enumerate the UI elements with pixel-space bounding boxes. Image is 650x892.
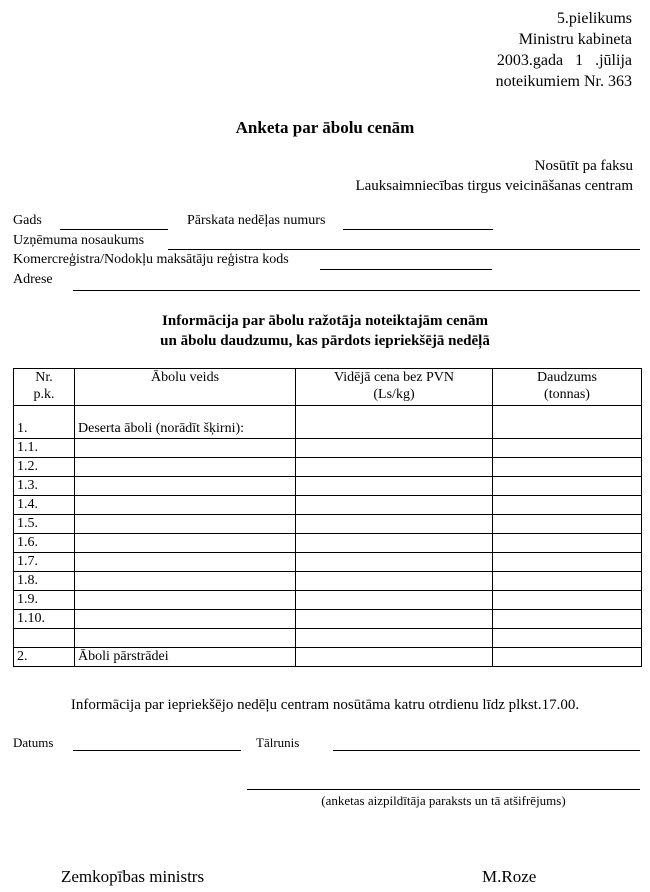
row-number-cell: 1.4. <box>14 496 75 515</box>
row-price-cell[interactable] <box>296 553 493 572</box>
row-number-cell: 1.3. <box>14 477 75 496</box>
cabinet-line: Ministru kabineta <box>518 31 632 48</box>
row-number-cell: 1.8. <box>14 572 75 591</box>
signature-line[interactable] <box>247 789 640 790</box>
send-to-line-2: Lauksaimniecības tirgus veicināšanas centram <box>355 178 633 194</box>
company-field[interactable] <box>168 249 640 250</box>
col-header-variety: Ābolu veids <box>75 369 296 406</box>
row-price-cell[interactable] <box>296 610 493 629</box>
row-quantity-cell[interactable] <box>493 439 642 458</box>
row-quantity-cell[interactable] <box>493 458 642 477</box>
row-price-cell[interactable] <box>296 648 493 667</box>
table-row <box>14 629 642 648</box>
row-variety-cell <box>75 534 296 553</box>
annex-header <box>496 8 632 92</box>
phone-field[interactable] <box>333 750 640 751</box>
date-line: 2003.gada 1 .jūlija <box>496 52 632 69</box>
register-field[interactable] <box>320 269 492 270</box>
table-row <box>14 648 642 667</box>
table-row <box>14 477 642 496</box>
row-variety-cell <box>75 496 296 515</box>
regulation-line: noteikumiem Nr. 363 <box>495 73 632 90</box>
row-price-cell[interactable] <box>296 534 493 553</box>
row-variety-cell <box>75 553 296 572</box>
table-row <box>14 610 642 629</box>
row-quantity-cell[interactable] <box>493 534 642 553</box>
row-quantity-cell[interactable] <box>493 496 642 515</box>
company-label: Uzņēmuma nosaukums <box>13 233 145 248</box>
row-quantity-cell[interactable] <box>493 406 642 439</box>
row-number-cell: 1.2. <box>14 458 75 477</box>
row-price-cell[interactable] <box>296 477 493 496</box>
row-variety-cell <box>75 610 296 629</box>
row-number-cell: 2. <box>14 648 75 667</box>
table-row <box>14 572 642 591</box>
row-quantity-cell[interactable] <box>493 629 642 648</box>
row-quantity-cell[interactable] <box>493 515 642 534</box>
row-number-cell: 1. <box>14 406 75 439</box>
row-quantity-cell[interactable] <box>493 648 642 667</box>
row-quantity-cell[interactable] <box>493 591 642 610</box>
signature-caption: (anketas aizpildītāja paraksts un tā atšifrējums) <box>321 793 566 808</box>
col-header-quantity: Daudzums (tonnas) <box>493 369 642 406</box>
row-number-cell: 1.1. <box>14 439 75 458</box>
row-number-cell: 1.6. <box>14 534 75 553</box>
table-row <box>14 534 642 553</box>
table-row <box>14 439 642 458</box>
date-field[interactable] <box>73 750 241 751</box>
send-to-line-1: Nosūtīt pa faksu <box>534 158 633 174</box>
row-number-cell: 1.7. <box>14 553 75 572</box>
row-quantity-cell[interactable] <box>493 477 642 496</box>
form-title: Anketa par ābolu cenām <box>235 118 415 137</box>
annex-number: 5.pielikums <box>556 10 632 27</box>
row-number-cell: 1.5. <box>14 515 75 534</box>
week-label: Pārskata nedēļas numurs <box>187 213 326 228</box>
subtitle-line-2: un ābolu daudzumu, kas pārdots iepriekšējā nedēļā <box>160 333 490 349</box>
table-row <box>14 591 642 610</box>
row-price-cell[interactable] <box>296 406 493 439</box>
submission-note: Informācija par iepriekšējo nedēļu centram nosūtāma katru otrdienu līdz plkst.17.00. <box>70 697 580 713</box>
register-label: Komercreģistra/Nodokļu maksātāju reģistra kods <box>13 252 289 267</box>
table-row <box>14 515 642 534</box>
row-price-cell[interactable] <box>296 629 493 648</box>
minister-name: M.Roze <box>482 867 537 886</box>
row-quantity-cell[interactable] <box>493 572 642 591</box>
row-price-cell[interactable] <box>296 458 493 477</box>
row-price-cell[interactable] <box>296 496 493 515</box>
table-subtitle <box>0 311 650 351</box>
col-header-price: Vidējā cena bez PVN (Ls/kg) <box>296 369 493 406</box>
row-price-cell[interactable] <box>296 515 493 534</box>
address-field[interactable] <box>73 290 640 291</box>
table-row <box>14 553 642 572</box>
row-price-cell[interactable] <box>296 439 493 458</box>
table-row <box>14 406 642 439</box>
year-label: Gads <box>13 213 42 228</box>
address-label: Adrese <box>13 272 53 287</box>
phone-label: Tālrunis <box>256 735 300 750</box>
row-variety-cell <box>75 629 296 648</box>
row-variety-cell: Āboli pārstrādei <box>75 648 296 667</box>
row-number-cell: 1.10. <box>14 610 75 629</box>
year-field[interactable] <box>60 229 168 230</box>
row-quantity-cell[interactable] <box>493 610 642 629</box>
date-label: Datums <box>13 735 54 750</box>
table-row <box>14 458 642 477</box>
row-variety-cell: Deserta āboli (norādīt šķirni): <box>75 406 296 439</box>
week-field[interactable] <box>343 229 493 230</box>
row-quantity-cell[interactable] <box>493 553 642 572</box>
subtitle-line-1: Informācija par ābolu ražotāja noteiktajām cenām <box>162 313 488 329</box>
row-price-cell[interactable] <box>296 591 493 610</box>
row-variety-cell <box>75 572 296 591</box>
table-row <box>14 496 642 515</box>
minister-title: Zemkopības ministrs <box>61 867 205 886</box>
row-number-cell <box>14 629 75 648</box>
row-variety-cell <box>75 477 296 496</box>
table-header-row <box>14 369 642 406</box>
row-variety-cell <box>75 439 296 458</box>
row-variety-cell <box>75 591 296 610</box>
col-header-number: Nr. p.k. <box>14 369 75 406</box>
row-variety-cell <box>75 515 296 534</box>
row-price-cell[interactable] <box>296 572 493 591</box>
send-to <box>355 156 633 196</box>
row-variety-cell <box>75 458 296 477</box>
price-table <box>13 368 642 667</box>
row-number-cell: 1.9. <box>14 591 75 610</box>
